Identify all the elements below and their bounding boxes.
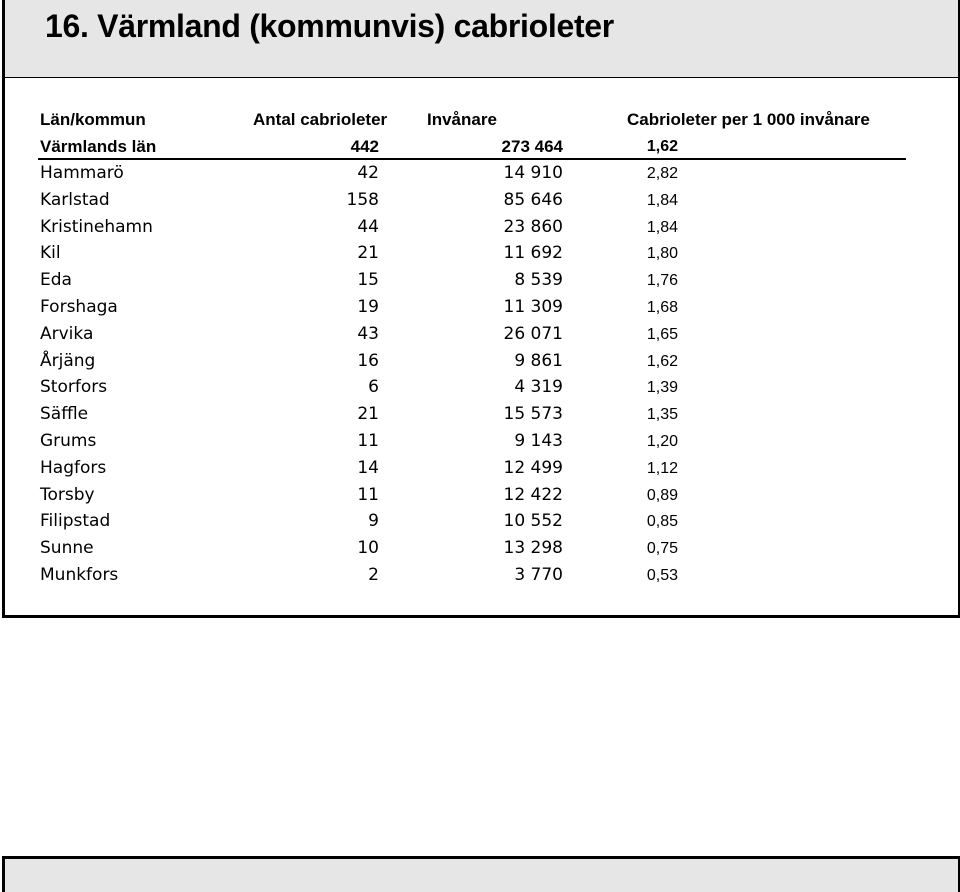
row-cabriolets: 44 <box>357 216 379 237</box>
total-per-thousand: 1,62 <box>646 138 678 155</box>
row-name: Eda <box>40 270 72 291</box>
row-cabriolets: 158 <box>346 189 379 210</box>
table-row <box>0 508 960 535</box>
row-cabriolets: 21 <box>357 243 379 264</box>
row-name: Filipstad <box>40 511 111 532</box>
row-cabriolets: 2 <box>368 565 379 585</box>
row-per-thousand: 1,35 <box>646 406 678 424</box>
table-row <box>0 401 960 428</box>
row-inhabitants: 3 770 <box>514 565 563 585</box>
row-cabriolets: 9 <box>368 511 379 532</box>
table-row <box>0 535 960 562</box>
next-section-bar <box>2 856 960 892</box>
row-per-thousand: 1,80 <box>646 245 678 263</box>
row-cabriolets: 15 <box>357 270 379 291</box>
row-inhabitants: 14 910 <box>503 163 563 183</box>
row-name: Hammarö <box>40 163 124 183</box>
table-row <box>0 294 960 321</box>
row-cabriolets: 10 <box>357 538 379 559</box>
row-per-thousand: 1,39 <box>646 379 678 397</box>
row-cabriolets: 21 <box>357 404 379 425</box>
row-name: Forshaga <box>40 297 118 317</box>
row-name: Grums <box>40 431 97 451</box>
table-row <box>0 214 960 241</box>
row-per-thousand: 1,84 <box>646 218 678 236</box>
row-name: Torsby <box>40 484 95 505</box>
row-inhabitants: 10 552 <box>503 511 563 532</box>
row-name: Karlstad <box>40 189 110 210</box>
table-row <box>0 267 960 294</box>
table-row <box>0 348 960 375</box>
row-cabriolets: 6 <box>368 377 379 398</box>
row-cabriolets: 14 <box>357 457 379 478</box>
row-name: Storfors <box>40 377 108 398</box>
total-cabriolets: 442 <box>350 137 379 156</box>
row-per-thousand: 0,85 <box>646 513 678 531</box>
row-name: Munkfors <box>40 565 119 585</box>
row-name: Kristinehamn <box>40 216 153 237</box>
row-inhabitants: 26 071 <box>503 323 563 344</box>
row-cabriolets: 19 <box>357 297 379 317</box>
table-row <box>0 482 960 509</box>
row-inhabitants: 11 309 <box>503 297 563 317</box>
row-per-thousand: 1,65 <box>646 325 678 343</box>
row-per-thousand: 0,53 <box>646 567 678 584</box>
row-cabriolets: 42 <box>357 163 379 183</box>
row-cabriolets: 11 <box>357 431 379 451</box>
row-name: Arvika <box>40 323 94 344</box>
total-name: Värmlands län <box>40 137 157 156</box>
row-inhabitants: 9 861 <box>514 350 563 371</box>
row-per-thousand: 1,12 <box>646 459 678 477</box>
row-per-thousand: 2,82 <box>646 165 678 182</box>
row-inhabitants: 4 319 <box>514 377 563 398</box>
table-row <box>0 374 960 401</box>
table-row <box>0 187 960 214</box>
row-inhabitants: 85 646 <box>503 189 563 210</box>
header-region: Län/kommun <box>40 110 146 129</box>
total-inhabitants: 273 464 <box>501 137 563 156</box>
page-title: 16. Värmland (kommunvis) cabrioleter <box>45 8 614 44</box>
table-row <box>0 160 960 187</box>
header-per-thousand: Cabrioleter per 1 000 invånare <box>627 110 870 129</box>
row-cabriolets: 11 <box>357 484 379 505</box>
header-cabriolets: Antal cabrioleter <box>253 110 388 129</box>
row-name: Kil <box>40 243 61 264</box>
row-per-thousand: 1,62 <box>646 352 678 370</box>
row-inhabitants: 15 573 <box>503 404 563 425</box>
row-name: Säffle <box>40 404 89 425</box>
row-cabriolets: 16 <box>357 350 379 371</box>
row-inhabitants: 12 422 <box>503 484 563 505</box>
row-name: Årjäng <box>40 350 96 371</box>
row-per-thousand: 1,20 <box>646 433 678 450</box>
title-bar <box>2 0 960 80</box>
row-per-thousand: 1,76 <box>646 272 678 290</box>
row-per-thousand: 1,68 <box>646 299 678 316</box>
row-per-thousand: 0,89 <box>646 486 678 504</box>
header-inhabitants: Invånare <box>427 110 497 129</box>
row-per-thousand: 0,75 <box>646 540 678 558</box>
row-inhabitants: 12 499 <box>503 457 563 478</box>
row-inhabitants: 13 298 <box>503 538 563 559</box>
table-row <box>0 428 960 455</box>
row-inhabitants: 9 143 <box>514 431 563 451</box>
row-cabriolets: 43 <box>357 323 379 344</box>
table-row <box>0 321 960 348</box>
total-row <box>0 133 960 160</box>
table-row <box>0 455 960 482</box>
table-row <box>0 562 960 589</box>
row-name: Sunne <box>40 538 94 559</box>
row-name: Hagfors <box>40 457 107 478</box>
row-inhabitants: 11 692 <box>503 243 563 264</box>
table-row <box>0 240 960 267</box>
row-inhabitants: 8 539 <box>514 270 563 291</box>
row-inhabitants: 23 860 <box>503 216 563 237</box>
row-per-thousand: 1,84 <box>646 191 678 209</box>
